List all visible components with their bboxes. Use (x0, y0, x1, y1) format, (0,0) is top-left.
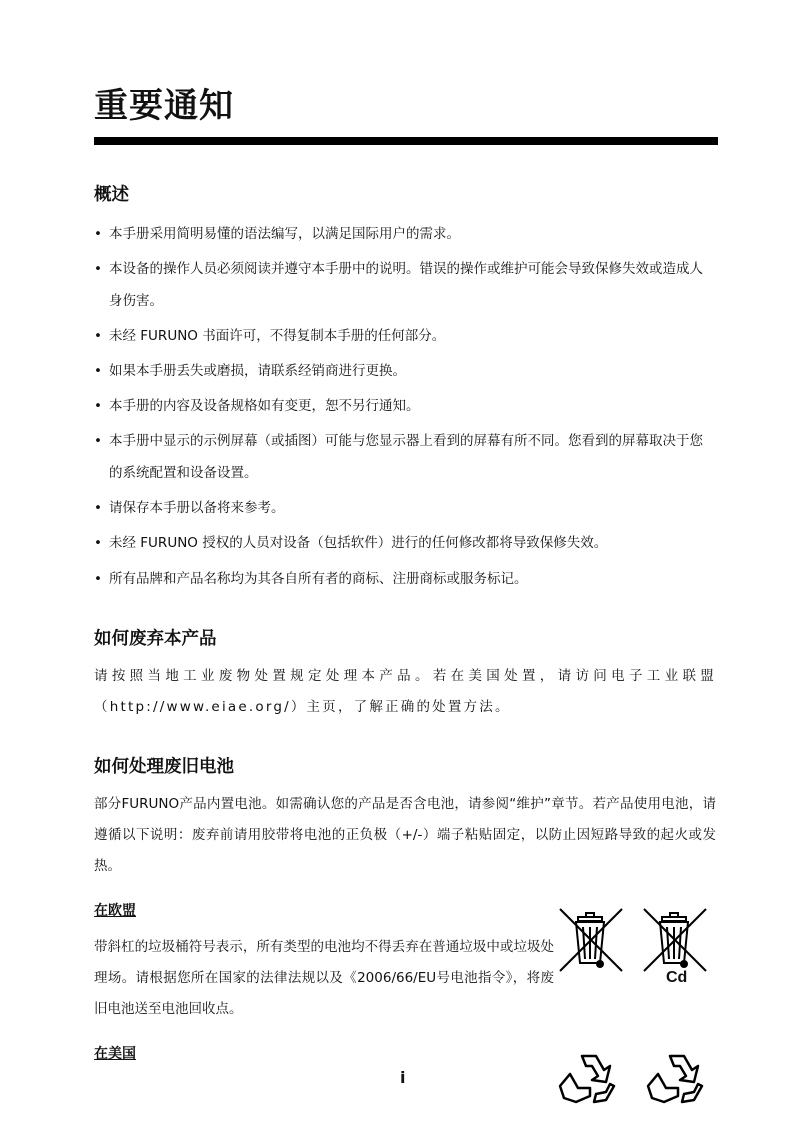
crossed-bin-icon (556, 905, 626, 975)
disposal-text: 请按照当地工业废物处置规定处理本产品。若在美国处置，请访问电子工业联盟（http://www.eiae.org/）主页，了解正确的处置方法。 (94, 668, 716, 715)
list-item: • 本手册采用简明易懂的语法编写，以满足国际用户的需求。 (94, 218, 716, 250)
eu-heading: 在欧盟 (94, 903, 136, 919)
overview-heading: 概述 (94, 185, 129, 205)
battery-heading: 如何处理废旧电池 (94, 757, 234, 777)
title-rule (94, 137, 718, 145)
crossed-bin-cd-icon (640, 905, 710, 975)
list-item: • 请保存本手册以备将来参考。 (94, 492, 716, 524)
recycle-icon (644, 1046, 710, 1112)
us-heading: 在美国 (94, 1046, 136, 1062)
list-item: • 如果本手册丢失或磨损，请联系经销商进行更换。 (94, 355, 716, 387)
cd-label: Cd (666, 969, 688, 986)
list-item: • 本手册的内容及设备规格如有变更，恕不另行通知。 (94, 390, 716, 422)
eu-text: 带斜杠的垃圾桶符号表示，所有类型的电池均不得丢弃在普通垃圾中或垃圾处理场。请根据您所在国家的法律法规以及《2006/66/EU号电池指令》，将废旧电池送至电池回收点。 (94, 939, 554, 1017)
battery-text: 部分FURUNO产品内置电池。如需确认您的产品是否含电池，请参阅“维护”章节。若产品使用电池，请遵循以下说明：废弃前请用胶带将电池的正负极（+/-）端子粘贴固定，以防止因短路导致的起火或发热。 (94, 796, 716, 874)
list-item: • 本手册中显示的示例屏幕（或插图）可能与您显示器上看到的屏幕有所不同。您看到的屏幕取决于您的系统配置和设备设置。 (94, 425, 716, 489)
page-number: i (400, 1068, 406, 1087)
page-title: 重要通知 (94, 86, 234, 126)
list-item: • 所有品牌和产品名称均为其各自所有者的商标、注册商标或服务标记。 (94, 563, 716, 595)
list-item: • 本设备的操作人员必须阅读并遵守本手册中的说明。错误的操作或维护可能会导致保修失效或造成人身伤害。 (94, 253, 716, 317)
list-item: • 未经 FURUNO 授权的人员对设备（包括软件）进行的任何修改都将导致保修失效。 (94, 527, 716, 559)
disposal-heading: 如何废弃本产品 (94, 629, 217, 649)
recycle-icon (556, 1046, 622, 1112)
list-item: • 未经 FURUNO 书面许可，不得复制本手册的任何部分。 (94, 320, 716, 352)
